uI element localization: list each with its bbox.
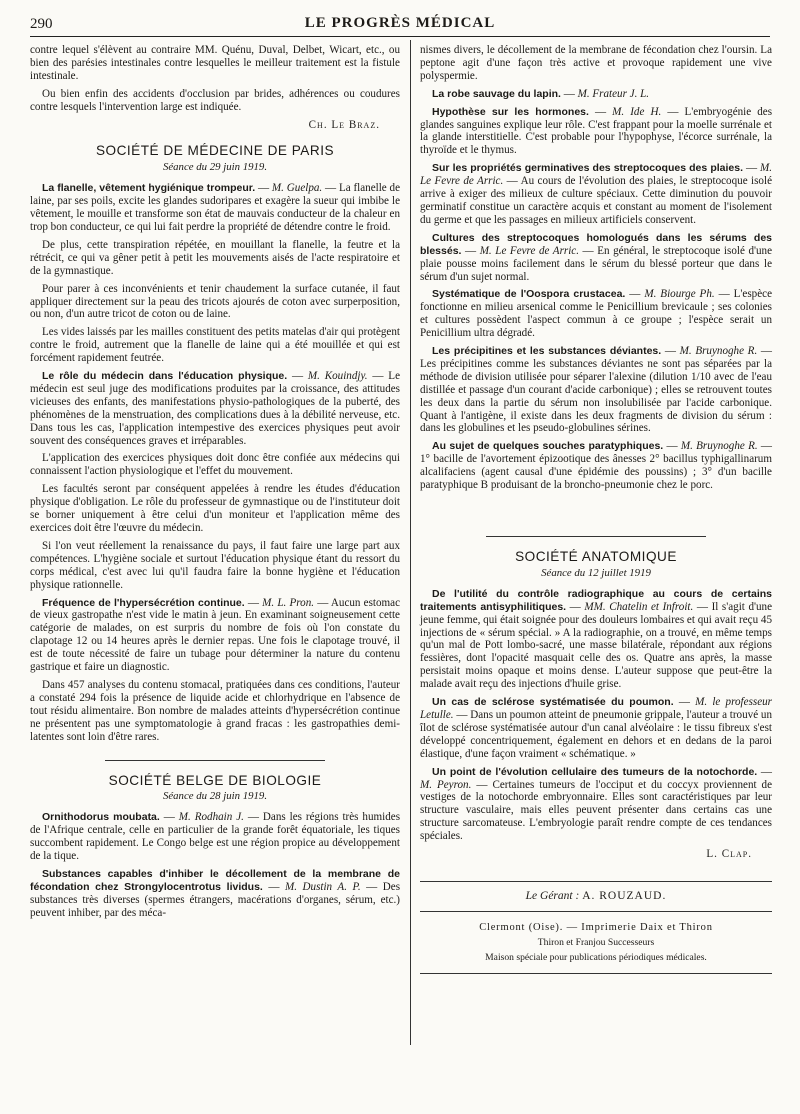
article-paragraph: Hypothèse sur les hormones. — M. Ide H. — L'embryogénie des glandes sanguines explique leur rôle. C'est frappant pour la moelle surrénale et la glande interstitielle. C'est probable pour l'hypophyse, l'écorce surrénale, la thyroïde et le thymus. bbox=[420, 105, 773, 157]
paragraph-text: Des substances très diverses (spermes étrangers, macérations d'organes, sérum, etc.) peuvent inhiber, par des méca- bbox=[30, 880, 401, 919]
section-title: SOCIÉTÉ DE MÉDECINE DE PARIS bbox=[95, 143, 335, 159]
column-divider bbox=[410, 40, 411, 1045]
article-paragraph: Ornithodorus moubata. — M. Rodhain J. — Dans les régions très humides de l'Afrique centrale, celle en particulier de la grande forêt équatoriale, les tiques succombent rapidement. Le Congo belge est une région propice au développement de la tique. bbox=[30, 811, 401, 863]
imprint-line: Clermont (Oise). — Imprimerie Daix et Thiron bbox=[479, 921, 713, 933]
article-title: Le rôle du médecin dans l'éducation physique. bbox=[42, 370, 288, 383]
article-paragraph: Cultures des streptocoques homologués dans les sérums des blessés. — M. Le Fevre de Arric. — En général, le streptocoque isolé d'une plaie pousse moins facilement dans le sérum du blessé porteur que dans le sérum d'un sujet normal. bbox=[420, 231, 773, 283]
printer-imprint bbox=[420, 911, 772, 974]
paragraph-text: — Le médecin est seul juge des modifications produites par la croissance, des attitudes vicieuses des enfants, des manifestations physio-pathologiques de la puberté, des phénomènes de la menstruation, des complications dues à la débilité nerveuse, etc. Dans tous les cas, l'application intempestive des exercices physiques peut avoir souvent des conséquences graves et irréparables. bbox=[30, 370, 400, 447]
paragraph: Les vides laissés par les mailles constituent des petits matelas d'air qui protègent contre le froid, autrement que la flanelle de laine qui a été mouillée et qui est forcément rapidement feutrée. bbox=[30, 326, 400, 365]
signature: Ch. Le Braz. bbox=[308, 118, 380, 131]
article-author: M. Bruynoghe R. bbox=[679, 345, 758, 358]
article-author: M. Le Fevre de Arric. bbox=[479, 244, 579, 257]
article-title: Un cas de sclérose systématisée du poumon. bbox=[432, 696, 674, 709]
paragraph-text: L'embryogénie des glandes sanguines explique leur rôle. C'est frappant pour la moelle surrénale et la glande interstitielle. C'est probable pour l'hypophyse, l'écorce surrénale, la thyroïde et le thymus. bbox=[420, 105, 773, 157]
paragraph-text: Aucun estomac de vieux gastropathe n'est vide le matin à jeun. En examinant soigneusement cette catégorie de malades, on est surpris du nombre de fois où l'on constate du clapotage 12 ou 14 heures après le dernier repas. Une fois le clapotage trouvé, il est de toute nécessité de faire un tubage pour déterminer la nature du contenu gastrique et faire un diagnostic. bbox=[30, 596, 401, 674]
section-separator bbox=[105, 760, 325, 761]
article-title: Au sujet de quelques souches paratyphiques. bbox=[432, 440, 664, 453]
signature: L. Clap. bbox=[706, 848, 752, 861]
article-paragraph: Sur les propriétés germinatives des streptocoques des plaies. — M. Le Fevre de Arric. — Au cours de l'évolution des plaies, le streptocoque isolé arrive à exiger des milieux de culture spéciaux. Cette diminution du pouvoir germinatif constitue un caractère acquis et constant au moment de l'isolement du germe et que les passages en milieux artificiels conservent. bbox=[420, 162, 772, 226]
section-separator bbox=[420, 881, 772, 882]
article-author: M. le professeur Letulle. bbox=[420, 696, 772, 721]
paragraph-text: L'espèce fonctionne en milieu arsenical comme le Penicillium brevicaule ; ses colonies et cultures possèdent l'aspect commun à ce groupe ; l'espèce serait un Penicillium ultra dégradé. bbox=[420, 288, 772, 340]
article-author: M. Le Fevre de Arric. bbox=[420, 162, 772, 188]
article-author: M. Dustin A. P. bbox=[284, 880, 361, 893]
paragraph-text: Dans les régions très humides de l'Afrique centrale, celle en particulier de la grande forêt équatoriale, les tiques succombent rapidement. Le Congo belge est une région propice au développement de la tique. bbox=[30, 811, 401, 863]
article-author: M. Peyron. bbox=[420, 778, 472, 791]
article-title: Sur les propriétés germinatives des streptocoques des plaies. bbox=[432, 162, 744, 175]
gerant-name: A. ROUZAUD. bbox=[582, 889, 667, 902]
article-paragraph: La flanelle, vêtement hygiénique trompeur. — M. Guelpa. — La flanelle de laine, par ses poils, excite les glandes sudoripares et exagère la sueur qui imbibe le vêtement, le mouille et transforme son état de mauvais conducteur de la chaleur en trop bon conducteur, ce qui lui fait perdre la propriété de détendre contre le froid. bbox=[30, 182, 401, 233]
article-paragraph: Un cas de sclérose systématisée du poumon. — M. le professeur Letulle. — Dans un poumon atteint de pneumonie grippale, l'auteur a trouvé un îlot de sclérose systématisée autour d'un canal alvéolaire : le tissu fibreux s'est développé concentriquement, également en dehors et en dedans de la paroi élastique, d'une façon vraiment « schématique. » bbox=[420, 696, 772, 760]
paragraph: Les facultés seront par conséquent appelées à rendre les études d'éducation physique d'obligation. Le rôle du professeur de gymnastique ou de l'instituteur doit se borner uniquement à être celui d'un moniteur et l'application même des exercices doit être l'œuvre du médecin. bbox=[30, 483, 400, 534]
article-paragraph: De l'utilité du contrôle radiographique au cours de certains traitements antisyphilitiques. — MM. Chatelin et Infroit. — Il s'agit d'une jeune femme, qui était soignée pour des douleurs lombaires et qui avait reçu 45 injections de « sérum spécial. » A la radiographie, on a trouvé, en même temps qu'un mal de Pott lombo-sacré, une masse bilatérale, répondant aux régions fessières, dont l'opacité masquait celle des os. Quatre ans après, la masse persistait moins opaque et moins dense. L'auteur suppose que peut-être la malade avait reçu des injections d'huile grise. bbox=[420, 587, 773, 691]
section-separator bbox=[486, 536, 706, 537]
right-column bbox=[420, 44, 772, 974]
article-title: Substances capables d'inhiber le décollement de la membrane de fécondation chez Strongylocentrotus lividus. bbox=[30, 867, 400, 893]
paragraph: L'application des exercices physiques doit donc être confiée aux médecins qui connaissent l'action physiologique et l'effet du mouvement. bbox=[30, 452, 400, 478]
paragraph: Ou bien enfin des accidents d'occlusion par brides, adhérences ou coudures contre lesquels l'intervention large est indiquée. bbox=[30, 87, 400, 113]
paragraph-text: La flanelle de laine, par ses poils, excite les glandes sudoripares et exagère la sueur qui imbibe le vêtement, le mouille et transforme son état de mauvais conducteur de la chaleur en trop bon conducteur, ce qui lui fait perdre la propriété de détendre contre le froid. bbox=[30, 182, 401, 233]
article-author: M. Biourge Ph. bbox=[644, 288, 715, 301]
article-author: M. Bruynoghe R. bbox=[680, 440, 758, 453]
article-paragraph: Systématique de l'Oospora crustacea. — M. Biourge Ph. — L'espèce fonctionne en milieu arsenical comme le Penicillium brevicaule ; ses colonies et cultures possèdent l'aspect commun à ce groupe ; l'espèce serait un Penicillium ultra dégradé. bbox=[420, 288, 772, 340]
page-header bbox=[30, 14, 770, 37]
journal-title: LE PROGRÈS MÉDICAL bbox=[304, 15, 496, 31]
article-title: La robe sauvage du lapin. bbox=[432, 87, 561, 100]
paragraph: contre lequel s'élèvent au contraire MM. Quénu, Duval, Delbet, Wicart, etc., ou bien des parésies intestinales contre lesquelles le meilleur traitement est la fistule intestinale. bbox=[30, 44, 400, 82]
session-date: Séance du 29 juin 1919. bbox=[162, 161, 268, 174]
session-date: Séance du 12 juillet 1919 bbox=[541, 566, 651, 579]
article-title: La flanelle, vêtement hygiénique trompeur. bbox=[42, 182, 256, 195]
article-paragraph: Un point de l'évolution cellulaire des tumeurs de la notochorde. — M. Peyron. — Certaines tumeurs de l'occiput et du coccyx proviennent de vestiges de la notochorde embryonnaire. Elles sont caractéristiques par leur structure vasculaire, mais elles peuvent présenter dans certains cas une structure sarcomateuse. L'embryologie paraît rendre compte de ces tendances spéciales. bbox=[420, 765, 773, 843]
paragraph-text: Il s'agit d'une jeune femme, qui était soignée pour des douleurs lombaires et qui avait reçu 45 injections de « sérum spécial. » A la radiographie, on a trouvé, en même temps qu'un mal de Pott lombo-sacré, une masse bilatérale, répondant aux régions fessières, dont l'opacité masquait celle des os. Quatre ans après, la masse persistait moins opaque et moins dense. L'auteur suppose que peut-être la malade avait reçu des injections d'huile grise. bbox=[420, 600, 773, 691]
paragraph-text: Dans un poumon atteint de pneumonie grippale, l'auteur a trouvé un îlot de sclérose systématisée autour d'un canal alvéolaire : le tissu fibreux s'est développé concentriquement, également en dehors et en dedans de la paroi élastique, d'une façon vraiment « schématique. » bbox=[420, 708, 772, 760]
paragraph-text: 1° bacille de l'avortement épizootique des ânesses 2° bacillus typhigallinarum alcalifaciens (agent causal d'une épidémie des poussins) ; 3° d'un bacille paratyphique B produisant de la broncho-pneumonie chez le porc. bbox=[420, 453, 772, 492]
imprint-line: Thiron et Franjou Successeurs bbox=[537, 936, 655, 948]
paragraph: nismes divers, le décollement de la membrane de fécondation chez l'oursin. La peptone agit d'une façon très active et provoque rapidement une vive polyspermie. bbox=[420, 44, 772, 82]
article-title: Les précipitines et les substances déviantes. bbox=[432, 345, 662, 358]
article-paragraph: Au sujet de quelques souches paratyphiques. — M. Bruynoghe R. — 1° bacille de l'avortement épizootique des ânesses 2° bacillus typhigallinarum alcalifaciens (agent causal d'une épidémie des poussins) ; 3° d'un bacille paratyphique B produisant de la broncho-pneumonie chez le porc. bbox=[420, 440, 772, 492]
article-title: Hypothèse sur les hormones. bbox=[432, 105, 589, 118]
gerant-label: Le Gérant : bbox=[525, 889, 580, 902]
imprint-line: Maison spéciale pour publications périodiques médicales. bbox=[485, 951, 707, 963]
gerant-line bbox=[420, 890, 772, 903]
section-title: SOCIÉTÉ ANATOMIQUE bbox=[515, 549, 677, 564]
left-column bbox=[30, 44, 400, 925]
article-title: Cultures des streptocoques homologués dans les sérums des blessés. bbox=[420, 231, 772, 257]
article-author: MM. Chatelin et Infroit. bbox=[584, 600, 694, 613]
article-author: M. Rodhain J. bbox=[178, 811, 244, 824]
session-date: Séance du 28 juin 1919. bbox=[162, 790, 268, 803]
article-paragraph: Les précipitines et les substances déviantes. — M. Bruynoghe R. — Les précipitines comme les substances déviantes ne sont pas séparées par la méthode de division utilisée pour séparer l'alexine (dilution 1/10 avec de l'eau distillée et passage d'un courant d'acide carbonique) ; elles se retrouvent toutes les deux dans la partie du sérum non insolubilisée par l'acide carbonique. Quant à l'antigène, il existe dans les deux fragments de division du sérum : dans les globulines et les pseudo-globulines sérines. bbox=[420, 345, 773, 435]
paragraph-text: En général, le streptocoque isolé d'une plaie pousse moins facilement dans le sérum du blessé porteur que dans le sérum d'un sujet normal. bbox=[420, 244, 773, 283]
paragraph: De plus, cette transpiration répétée, en mouillant la flanelle, la feutre et la rétrécit, ce qui va gêner petit à petit les mouvements aisés de l'acte respiratoire et de la gymnastique. bbox=[30, 238, 400, 277]
paragraph: Si l'on veut réellement la renaissance du pays, il faut faire une large part aux compétences. L'hygiène sociale et surtout l'éducation physique étant du ressort du corps médical, c'est avec lui qu'il faudra faire la bonne hygiène et l'éducation physique rationnelle. bbox=[30, 539, 400, 591]
article-author: M. Guelpa. bbox=[271, 182, 323, 195]
article-paragraph: Fréquence de l'hypersécrétion continue. — M. L. Pron. — Aucun estomac de vieux gastropathe n'est vide le matin à jeun. En examinant soigneusement cette catégorie de malades, on est surpris du nombre de fois où l'on constate du clapotage 12 ou 14 heures après le dernier repas. Une fois le clapotage trouvé, il est de toute nécessité de faire un tubage pour déterminer la nature du contenu gastrique et faire un diagnostic. bbox=[30, 596, 401, 674]
article-author: M. Kouindjy. bbox=[307, 370, 368, 383]
paragraph: Dans 457 analyses du contenu stomacal, pratiquées dans ces conditions, l'auteur a constaté 294 fois la présence de liquide acide et chlorhydrique en l'absence de tout résidu alimentaire. Bon nombre de malades atteints d'hypersécrétion continue ne présentent pas une symptomatologie à grand fracas : les gastropathies demi-latentes sont loin d'être rares. bbox=[30, 678, 400, 743]
page-number: 290 bbox=[30, 16, 53, 32]
article-paragraph: La robe sauvage du lapin. — M. Frateur J. L. bbox=[432, 87, 650, 100]
article-paragraph: Substances capables d'inhiber le décollement de la membrane de fécondation chez Strongylocentrotus lividus. — M. Dustin A. P. — Des substances très diverses (spermes étrangers, macérations d'organes, sérum, etc.) peuvent inhiber, par des méca- bbox=[30, 867, 401, 919]
paragraph-text: Les précipitines comme les substances déviantes ne sont pas séparées par la méthode de division utilisée pour séparer l'alexine (dilution 1/10 avec de l'eau distillée et passage d'un courant d'acide carbonique) ; elles se retrouvent toutes les deux dans la partie du sérum non insolubilisée par l'acide carbonique. Quant à l'antigène, il existe dans les deux fragments de division du sérum : dans les globulines et les pseudo-globulines sérines. bbox=[420, 357, 772, 435]
paragraph-text: Certaines tumeurs de l'occiput et du coccyx proviennent de vestiges de la notochorde embryonnaire. Elles sont caractéristiques par leur structure vasculaire, mais elles peuvent présenter dans certains cas une structure sarcomateuse. L'embryologie paraît rendre compte de ces tendances spéciales. bbox=[420, 778, 773, 843]
article-paragraph: Le rôle du médecin dans l'éducation physique. — M. Kouindjy. — Le médecin est seul juge des modifications produites par la croissance, des attitudes vicieuses des enfants, des manifestations physio-pathologiques de la puberté, des phénomènes de la menstruation, des complications dues à la débilité nerveuse, etc. Dans tous les cas, l'application intempestive des exercices physiques peut avoir souvent des conséquences graves et irréparables. bbox=[30, 370, 400, 447]
article-author: M. L. Pron. bbox=[262, 596, 315, 609]
article-author: M. Frateur J. L. bbox=[577, 87, 650, 100]
article-title: De l'utilité du contrôle radiographique au cours de certains traitements antisyphilitiques. bbox=[420, 587, 772, 613]
section-title: SOCIÉTÉ BELGE DE BIOLOGIE bbox=[108, 772, 322, 788]
article-title: Ornithodorus moubata. bbox=[42, 811, 160, 824]
paragraph: Pour parer à ces inconvénients et tenir chaudement la surface cutanée, il faut appliquer directement sur la peau des tricots ajourés de coton avec surperposition, ou non, d'un autre tricot de coton ou de laine. bbox=[30, 282, 400, 321]
article-title: Un point de l'évolution cellulaire des tumeurs de la notochorde. bbox=[432, 765, 758, 778]
article-title: Fréquence de l'hypersécrétion continue. bbox=[42, 596, 245, 609]
article-author: M. Ide H. bbox=[612, 105, 662, 118]
paragraph-text: Au cours de l'évolution des plaies, le streptocoque isolé arrive à exiger des milieux de culture spéciaux. Cette diminution du pouvoir germinatif constitue un caractère acquis et constant au moment de l'isolement du germe et que les passages en milieux artificiels conservent. bbox=[420, 175, 772, 226]
article-title: Systématique de l'Oospora crustacea. bbox=[432, 288, 626, 301]
